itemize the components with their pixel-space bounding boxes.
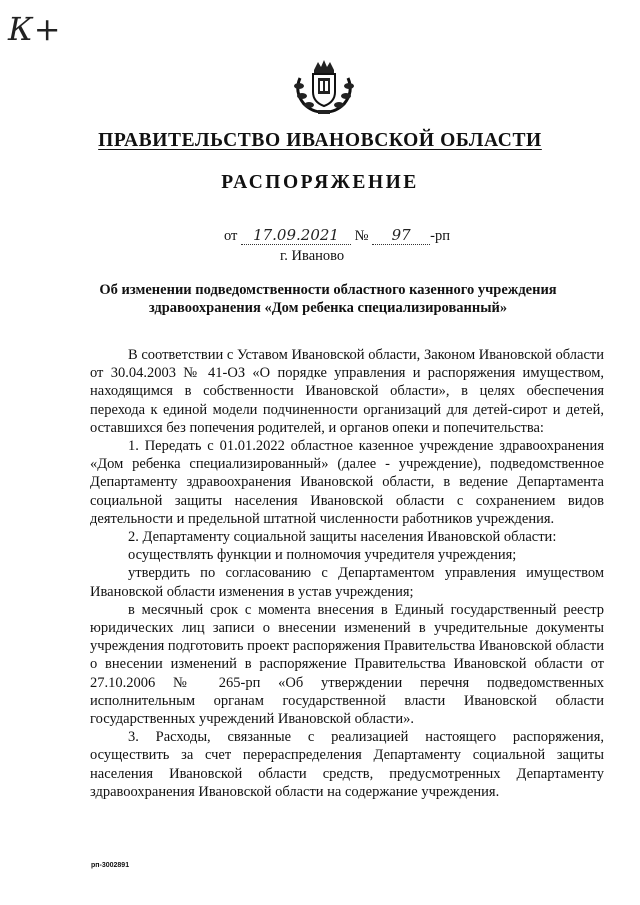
preamble-paragraph: В соответствии с Уставом Ивановской области, Законом Ивановской области от 30.04.2003 № 41-ОЗ «О порядке управления и распоряжения имуществом, находящимся в собственности Ивановской области», в целях обеспечения перехода к единой модели подчиненности организаций для детей-сирот и детей, оставшихся без попечения родителей, и органов опеки и попечительства: (90, 347, 604, 436)
number-label: № (354, 228, 369, 244)
document-type: РАСПОРЯЖЕНИЕ (221, 172, 419, 193)
clause-2: 2. Департаменту социальной защиты населения Ивановской области: (128, 529, 557, 546)
document-body (90, 346, 604, 801)
clause-2-item: осуществлять функции и полномочия учредителя учреждения; (128, 547, 517, 564)
date-label: от (224, 228, 238, 244)
handwritten-mark: К+ (8, 10, 62, 48)
city: г. Иваново (280, 248, 345, 264)
document-subject: Об изменении подведомственности областного казенного учреждения здравоохранения «Дом ребенка специализированный» (99, 282, 557, 316)
clause-3: 3. Расходы, связанные с реализацией настоящего распоряжения, осуществить за счет перераспределения Департаменту социальной защиты населения Ивановской области средств, предусмотренных Департаменту здравоохранения Ивановской области на содержание учреждения. (90, 729, 604, 800)
clause-1: 1. Передать с 01.01.2022 областное казенное учреждение здравоохранения «Дом ребенка специализированный» (далее - учреждение), подведомственное Департаменту здравоохранения Ивановской области, в ведение Департамента социальной защиты населения Ивановской области с сохранением видов деятельности и предельной штатной численности работников учреждения. (90, 438, 604, 527)
government-title: ПРАВИТЕЛЬСТВО ИВАНОВСКОЙ ОБЛАСТИ (98, 130, 542, 151)
document-number: 97 (372, 226, 430, 245)
document-code: рп-3002891 (91, 862, 130, 869)
clause-2-item: утвердить по согласованию с Департаментом управления имуществом Ивановской области изменения в устав учреждения; (90, 565, 604, 600)
document-date: 17.09.2021 (241, 226, 351, 245)
coat-of-arms-icon (292, 58, 356, 116)
registration-line (224, 226, 450, 245)
clause-2-item: в месячный срок с момента внесения в Единый государственный реестр юридических лиц записи о внесении изменений в учредительные документы учреждения подготовить проект распоряжения Правительства Ивановской области о внесении изменений в распоряжение Правительства Ивановской области от 27.10.2006 № 265-рп «Об утверждении перечня подведомственных исполнительным органам государственной власти Ивановской области государственных учреждений Ивановской области». (90, 601, 604, 728)
number-suffix: -рп (430, 228, 450, 244)
